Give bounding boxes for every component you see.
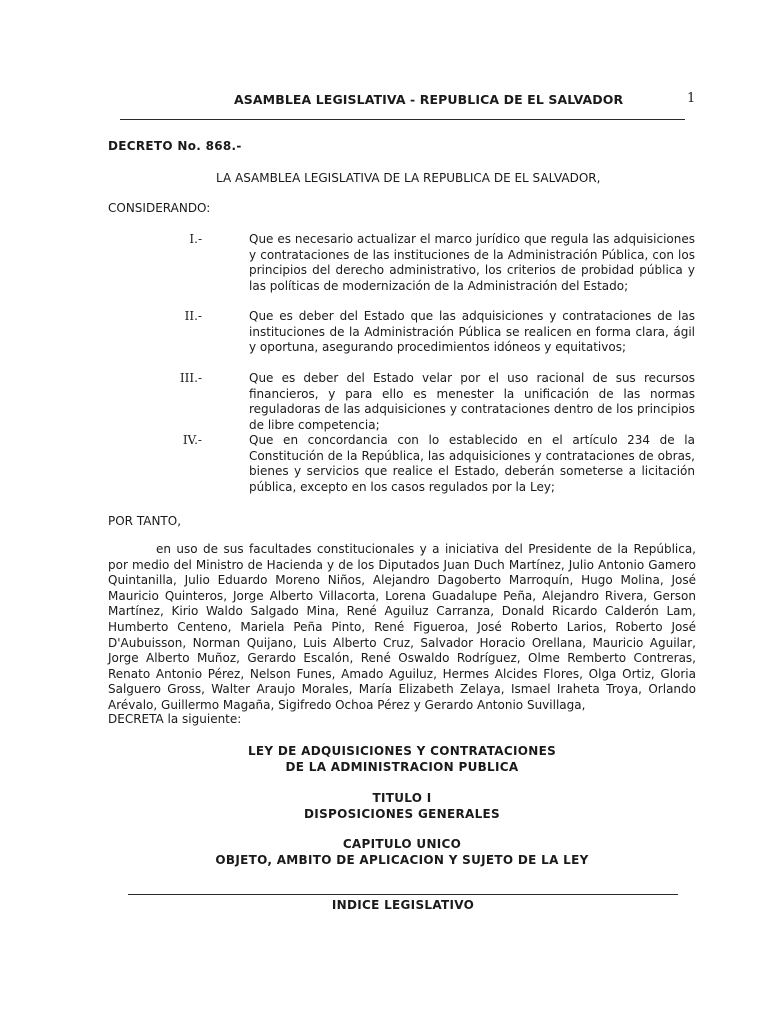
capitulo-subheading: OBJETO, AMBITO DE APLICACION Y SUJETO DE LA LEY <box>215 853 589 867</box>
considerando-item-text: Que en concordancia con lo establecido en el artículo 234 de la Constitución de la República, las adquisiciones y contrataciones de obras, bienes y servicios que realice el Estado, deberán someterse a licitación pública, excepto en los casos regulados por la Ley; <box>249 433 695 494</box>
page-number: 1 <box>687 91 696 106</box>
considerando-heading: CONSIDERANDO: <box>108 201 211 215</box>
considerando-item-text: Que es necesario actualizar el marco jurídico que regula las adquisiciones y contrataciones de las instituciones de la Administración Pública, con los principios del derecho administrativo, los criterios de probidad pública y las políticas de modernización de la Administración del Estado; <box>249 232 695 293</box>
por-tanto-heading: POR TANTO, <box>108 514 182 528</box>
considerando-item-text: Que es deber del Estado velar por el uso racional de sus recursos financieros, y para ello es menester la unificación de las normas reguladoras de las adquisiciones y contrataciones dentro de los principios de libre competencia; <box>249 371 695 432</box>
capitulo-heading: CAPITULO UNICO <box>342 837 462 851</box>
considerando-item-number: III.- <box>179 371 202 385</box>
initiative-paragraph: en uso de sus facultades constitucionales y a iniciativa del Presidente de la República, por medio del Ministro de Hacienda y de los Diputados Juan Duch Martínez, Julio Antonio Gamero Quintanilla, Julio Eduardo Moreno Niños, Alejandro Dagoberto Marroquín, Hugo Molina, José Mauricio Quinteros, Jorge Alberto Villacorta, Lorena Guadalupe Peña, Alejandro Rivera, Gerson Martínez, Kirio Waldo Salgado Mina, René Aguiluz Carranza, Donald Ricardo Calderón Lam, Humberto Centeno, Mariela Peña Pinto, René Figueroa, José Roberto Larios, Roberto José D'Aubuisson, Norman Quijano, Luis Alberto Cruz, Salvador Horacio Orellana, Mauricio Aguilar, Jorge Alberto Muñoz, Gerardo Escalón, René Oswaldo Rodríguez, Olme Remberto Contreras, Renato Antonio Pérez, Nelson Funes, Amado Aguiluz, Hermes Alcides Flores, Olga Ortiz, Gloria Salguero Gross, Walter Araujo Morales, María Elizabeth Zelaya, Ismael Iraheta Troya, Orlando Arévalo, Guillermo Magaña, Sigifredo Ochoa Pérez y Gerardo Antonio Suvillaga, <box>108 542 696 712</box>
titulo-subheading: DISPOSICIONES GENERALES <box>304 807 500 821</box>
considerando-item-number: IV.- <box>182 433 202 447</box>
considerando-item-number: II.- <box>184 309 202 323</box>
footer-index-label: INDICE LEGISLATIVO <box>331 898 475 912</box>
header-rule <box>120 119 685 120</box>
footer-rule <box>128 894 678 895</box>
law-title-line-2: DE LA ADMINISTRACION PUBLICA <box>285 760 519 774</box>
considerando-item-number: I.- <box>189 232 202 246</box>
decree-number: DECRETO No. 868.- <box>108 139 242 153</box>
assembly-line: LA ASAMBLEA LEGISLATIVA DE LA REPUBLICA DE EL SALVADOR, <box>216 171 601 185</box>
considerando-item-text: Que es deber del Estado que las adquisiciones y contrataciones de las instituciones de la Administración Pública se realicen en forma clara, ágil y oportuna, asegurando procedimientos idóneos y equitativos; <box>249 309 695 355</box>
decreta-line: DECRETA la siguiente: <box>108 712 242 726</box>
header-title: ASAMBLEA LEGISLATIVA - REPUBLICA DE EL SALVADOR <box>234 92 624 107</box>
titulo-heading: TITULO I <box>372 791 432 805</box>
law-title-line-1: LEY DE ADQUISICIONES Y CONTRATACIONES <box>247 744 557 758</box>
